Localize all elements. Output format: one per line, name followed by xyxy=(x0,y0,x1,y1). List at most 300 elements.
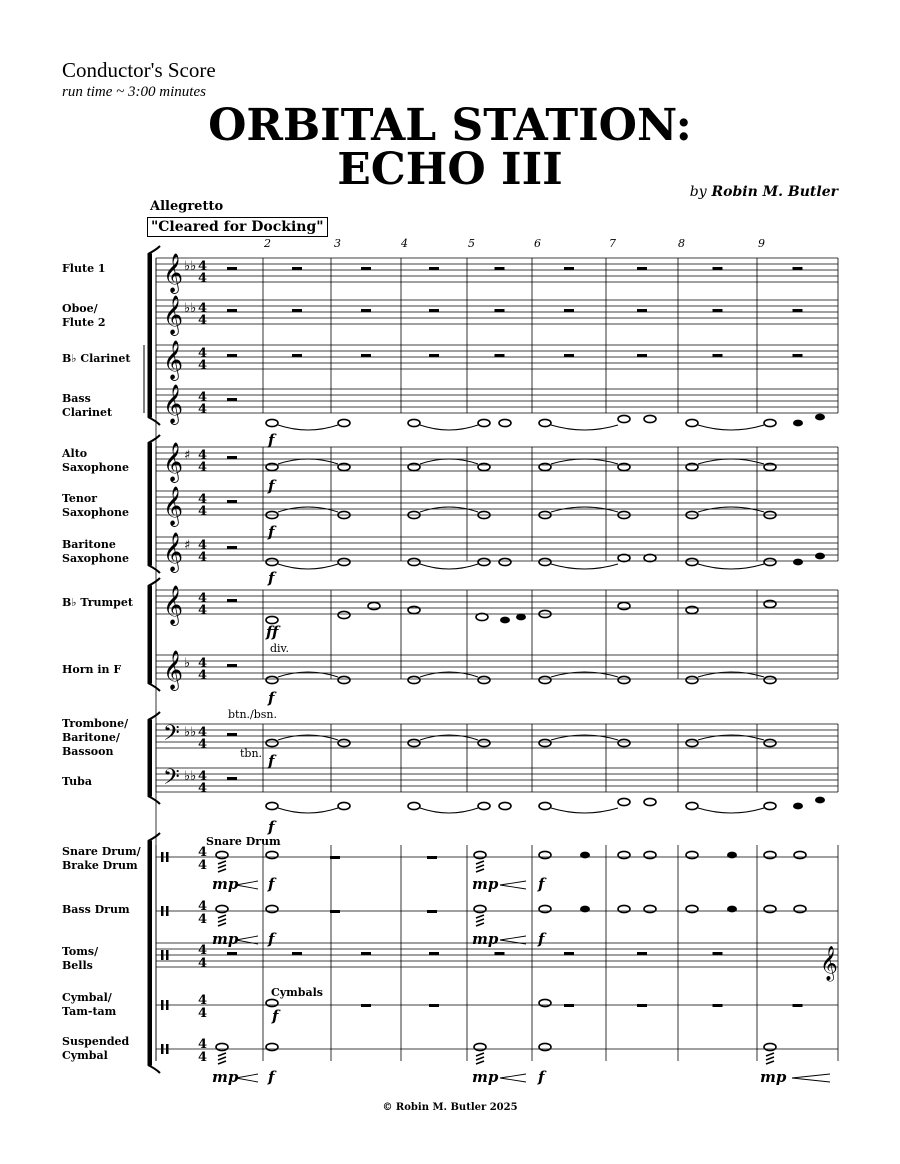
time-signature: 4 xyxy=(198,346,208,361)
bracket-hook xyxy=(148,417,160,425)
dynamic-mezzo-piano: mp xyxy=(472,1068,499,1086)
instrument-name-bb-trumpet: B♭ Trumpet xyxy=(62,596,133,609)
rest xyxy=(361,309,371,312)
whole-note xyxy=(618,676,630,683)
time-signature: 4 xyxy=(198,313,208,328)
rest xyxy=(713,1004,723,1007)
instrument-name-cymbal-tam-tam: Cymbal/ Tam-tam xyxy=(62,991,117,1018)
bracket-hook xyxy=(148,683,160,691)
rest xyxy=(227,309,237,312)
dynamic-mezzo-piano: mp xyxy=(212,1068,239,1086)
tremolo-mark xyxy=(766,1057,774,1060)
treble-clef: 𝄞 xyxy=(163,585,184,625)
notes xyxy=(216,267,825,1064)
half-note xyxy=(338,611,350,618)
time-signature: 4 xyxy=(198,301,208,316)
whole-note xyxy=(539,558,551,565)
rest xyxy=(713,267,723,270)
rest xyxy=(361,354,371,357)
whole-note xyxy=(686,558,698,565)
whole-note xyxy=(266,676,278,683)
composer-prefix: by xyxy=(689,184,707,200)
key-signature: ♯ xyxy=(184,538,191,553)
rest xyxy=(227,546,237,549)
whole-note xyxy=(764,676,776,683)
rest xyxy=(564,267,574,270)
quarter-note xyxy=(793,803,803,810)
tremolo-mark xyxy=(476,915,484,918)
whole-note xyxy=(618,739,630,746)
tremolo-mark xyxy=(476,861,484,864)
whole-note xyxy=(266,463,278,470)
rest xyxy=(637,267,647,270)
tremolo-mark xyxy=(218,1053,226,1056)
tie xyxy=(698,459,764,464)
tremolo-mark xyxy=(476,1061,484,1064)
tie xyxy=(698,507,764,512)
half-note xyxy=(644,905,656,912)
tie xyxy=(420,808,478,813)
half-note xyxy=(764,558,776,565)
copyright-footer: © Robin M. Butler 2025 xyxy=(382,1102,518,1113)
dynamic-forte: f xyxy=(538,875,545,893)
quarter-note xyxy=(815,797,825,804)
key-signature: ♭♭ xyxy=(184,725,197,740)
tremolo-mark xyxy=(476,1057,484,1060)
tie xyxy=(551,564,618,569)
half-note xyxy=(618,851,630,858)
quarter-note xyxy=(815,553,825,560)
measure-number: 3 xyxy=(334,237,341,250)
rest xyxy=(495,309,505,312)
treble-clef: 𝄞 xyxy=(820,946,838,981)
rest xyxy=(330,910,340,913)
tremolo-mark xyxy=(218,869,226,872)
half-note xyxy=(686,851,698,858)
dynamic-forte: f xyxy=(272,1007,279,1025)
dynamic-forte: f xyxy=(268,477,275,495)
bracket-hook xyxy=(148,578,160,586)
tie xyxy=(278,459,338,464)
bracket xyxy=(148,720,152,796)
half-note xyxy=(794,905,806,912)
quarter-note xyxy=(500,617,510,624)
tremolo-mark xyxy=(218,1057,226,1060)
percussion-clef xyxy=(166,852,169,862)
dynamic-fortissimo: ff xyxy=(266,623,279,641)
dynamic-mezzo-piano: mp xyxy=(472,875,499,893)
whole-note xyxy=(408,558,420,565)
half-note xyxy=(764,851,776,858)
whole-note xyxy=(338,739,350,746)
half-note xyxy=(618,905,630,912)
time-signature: 4 xyxy=(198,271,208,286)
rest xyxy=(637,309,647,312)
quarter-note xyxy=(815,414,825,421)
whole-note xyxy=(686,463,698,470)
tie xyxy=(278,564,338,569)
dynamic-mezzo-piano: mp xyxy=(212,930,239,948)
bracket xyxy=(148,254,152,417)
time-signature: 4 xyxy=(198,448,208,463)
tremolo-mark xyxy=(476,865,484,868)
treble-clef: 𝄞 xyxy=(163,532,184,572)
measure-number: 2 xyxy=(264,237,271,250)
crescendo-hairpin xyxy=(500,1074,526,1082)
time-signature: 4 xyxy=(198,737,208,752)
dynamic-mezzo-piano: mp xyxy=(472,930,499,948)
tie xyxy=(278,507,338,512)
tie xyxy=(420,425,478,430)
time-signature: 4 xyxy=(198,358,208,373)
score-type-label: Conductor's Score xyxy=(62,58,216,82)
rest xyxy=(429,354,439,357)
tie xyxy=(698,425,764,430)
bracket-hook xyxy=(148,712,160,720)
treble-clef: 𝄞 xyxy=(163,340,184,380)
whole-note xyxy=(338,463,350,470)
key-signature: ♯ xyxy=(184,448,191,463)
whole-note xyxy=(618,602,630,609)
bracket-hook xyxy=(148,1065,160,1073)
tremolo-mark xyxy=(766,1061,774,1064)
whole-note xyxy=(618,463,630,470)
rest xyxy=(564,309,574,312)
time-signature: 4 xyxy=(198,550,208,565)
half-note xyxy=(686,905,698,912)
whole-note xyxy=(338,802,350,809)
whole-note xyxy=(216,905,228,912)
whole-note xyxy=(539,739,551,746)
crescendo-hairpin xyxy=(236,881,258,889)
rest xyxy=(427,856,437,859)
dynamic-forte: f xyxy=(268,431,275,449)
crescendo-hairpin xyxy=(792,1074,830,1082)
rest xyxy=(227,777,237,780)
measure-number: 6 xyxy=(534,237,541,250)
rest xyxy=(495,354,505,357)
percussion-clef xyxy=(161,906,164,916)
percussion-clef xyxy=(161,852,164,862)
instrument-name-flute-1: Flute 1 xyxy=(62,262,106,275)
percussion-clef xyxy=(166,950,169,960)
tie xyxy=(698,564,764,569)
dynamic-forte: f xyxy=(268,875,275,893)
instrument-name-bass-drum: Bass Drum xyxy=(62,903,130,916)
whole-note xyxy=(338,558,350,565)
treble-clef: 𝄞 xyxy=(163,442,184,482)
half-note xyxy=(644,851,656,858)
run-time: run time ~ 3:00 minutes xyxy=(62,84,206,100)
rest xyxy=(637,354,647,357)
tremolo-mark xyxy=(218,923,226,926)
bracket-hook xyxy=(148,833,160,841)
bass-clef: 𝄢 xyxy=(163,721,180,751)
rest xyxy=(227,733,237,736)
tremolo-mark xyxy=(218,915,226,918)
tie xyxy=(420,459,478,464)
whole-note xyxy=(686,739,698,746)
measure-number: 8 xyxy=(678,237,685,250)
dynamic-forte: f xyxy=(268,752,275,770)
whole-note xyxy=(539,802,551,809)
tremolo-mark xyxy=(476,1053,484,1056)
time-signature: 4 xyxy=(198,603,208,618)
instrument-name-baritone-saxophone: Baritone Saxophone xyxy=(62,538,129,565)
dynamic-forte: f xyxy=(268,689,275,707)
half-note xyxy=(618,554,630,561)
time-signature: 4 xyxy=(198,504,208,519)
bracket xyxy=(148,443,152,565)
rest xyxy=(429,952,439,955)
bracket-hook xyxy=(148,796,160,804)
title-line-2: ECHO III xyxy=(337,144,563,195)
rest xyxy=(227,354,237,357)
dynamic-mezzo-piano: mp xyxy=(760,1068,787,1086)
half-note xyxy=(478,802,490,809)
half-note xyxy=(764,802,776,809)
whole-note xyxy=(539,419,551,426)
tie xyxy=(420,507,478,512)
measure-number: 9 xyxy=(758,237,765,250)
tremolo-mark xyxy=(218,865,226,868)
half-note xyxy=(499,802,511,809)
whole-note xyxy=(338,419,350,426)
whole-note xyxy=(539,999,551,1006)
instrument-name-snare-drum: Snare Drum/ Brake Drum xyxy=(62,845,141,872)
rest xyxy=(564,354,574,357)
measure-number: 4 xyxy=(401,237,408,250)
whole-note xyxy=(686,606,698,613)
time-signature: 4 xyxy=(198,1006,208,1021)
time-signature: 4 xyxy=(198,492,208,507)
rest xyxy=(292,267,302,270)
whole-note xyxy=(764,1043,776,1050)
rest xyxy=(427,910,437,913)
rest xyxy=(564,1004,574,1007)
whole-note xyxy=(216,1043,228,1050)
half-note xyxy=(368,602,380,609)
whole-note xyxy=(686,419,698,426)
whole-note xyxy=(539,463,551,470)
percussion-clef xyxy=(166,1044,169,1054)
time-signature: 4 xyxy=(198,725,208,740)
whole-note xyxy=(539,676,551,683)
percussion-clef xyxy=(161,1000,164,1010)
snare-drum-label: Snare Drum xyxy=(206,835,281,848)
percussion-clef xyxy=(161,1044,164,1054)
time-signature: 4 xyxy=(198,943,208,958)
dynamic-forte: f xyxy=(268,930,275,948)
time-signature: 4 xyxy=(198,656,208,671)
instrument-name-bass-clarinet: Bass Clarinet xyxy=(62,392,113,419)
whole-note xyxy=(266,802,278,809)
dynamic-forte: f xyxy=(268,523,275,541)
rest xyxy=(713,309,723,312)
time-signature: 4 xyxy=(198,993,208,1008)
instrument-name-suspended-cymbal: Suspended Cymbal xyxy=(62,1035,130,1062)
instrument-name-oboe-flute-2: Oboe/ Flute 2 xyxy=(62,302,106,329)
half-note xyxy=(539,905,551,912)
time-signature: 4 xyxy=(198,1050,208,1065)
whole-note xyxy=(216,851,228,858)
dynamic-mezzo-piano: mp xyxy=(212,875,239,893)
whole-note xyxy=(686,802,698,809)
time-signature: 4 xyxy=(198,912,208,927)
percussion-clef xyxy=(161,950,164,960)
time-signature: 4 xyxy=(198,668,208,683)
rest xyxy=(292,309,302,312)
time-signature: 4 xyxy=(198,259,208,274)
key-signature: ♭♭ xyxy=(184,259,197,274)
tie xyxy=(278,808,338,813)
dynamic-forte: f xyxy=(538,1068,545,1086)
whole-note xyxy=(478,676,490,683)
time-signature: 4 xyxy=(198,402,208,417)
time-signature: 4 xyxy=(198,460,208,475)
rest xyxy=(227,398,237,401)
rest xyxy=(292,952,302,955)
rest xyxy=(227,952,237,955)
tie xyxy=(551,507,618,512)
percussion-clef xyxy=(166,1000,169,1010)
whole-note xyxy=(408,606,420,613)
whole-note xyxy=(764,739,776,746)
time-signature: 4 xyxy=(198,845,208,860)
time-signature: 4 xyxy=(198,769,208,784)
whole-note xyxy=(478,739,490,746)
whole-note xyxy=(764,600,776,607)
treble-clef: 𝄞 xyxy=(163,384,184,424)
whole-note xyxy=(266,1043,278,1050)
rest xyxy=(429,267,439,270)
half-note xyxy=(499,558,511,565)
whole-note xyxy=(266,851,278,858)
composer-name: Robin M. Butler xyxy=(711,184,838,200)
tremolo-mark xyxy=(218,919,226,922)
whole-note xyxy=(266,739,278,746)
rest xyxy=(637,952,647,955)
whole-note xyxy=(408,419,420,426)
rest xyxy=(227,456,237,459)
tremolo-mark xyxy=(766,1053,774,1056)
rest xyxy=(495,267,505,270)
quarter-note xyxy=(727,906,737,913)
rest xyxy=(564,952,574,955)
rest xyxy=(793,267,803,270)
half-note xyxy=(644,415,656,422)
whole-note xyxy=(539,1043,551,1050)
tempo-marking: Allegretto xyxy=(150,199,224,214)
time-signature: 4 xyxy=(198,1037,208,1052)
tremolo-mark xyxy=(476,923,484,926)
whole-note xyxy=(474,905,486,912)
crescendo-hairpin xyxy=(236,1074,258,1082)
whole-note xyxy=(266,999,278,1006)
quarter-note xyxy=(793,559,803,566)
treble-clef: 𝄞 xyxy=(163,295,184,335)
half-note xyxy=(499,419,511,426)
rest xyxy=(361,952,371,955)
whole-note xyxy=(408,739,420,746)
whole-note xyxy=(686,676,698,683)
whole-note xyxy=(266,419,278,426)
quarter-note xyxy=(793,420,803,427)
measure-number: 7 xyxy=(609,237,616,250)
tremolo-mark xyxy=(218,861,226,864)
tie xyxy=(551,425,618,430)
bass-clef: 𝄢 xyxy=(163,765,180,795)
half-note xyxy=(764,419,776,426)
rest xyxy=(495,952,505,955)
half-note xyxy=(539,851,551,858)
time-signature: 4 xyxy=(198,591,208,606)
rest xyxy=(361,1004,371,1007)
percussion-clef xyxy=(166,906,169,916)
div-marking: div. xyxy=(270,642,289,655)
instrument-name-alto-saxophone: Alto Saxophone xyxy=(62,447,129,474)
half-note xyxy=(644,554,656,561)
whole-note xyxy=(266,905,278,912)
whole-note xyxy=(338,676,350,683)
bracket xyxy=(148,841,152,1065)
half-note xyxy=(476,613,488,620)
time-signature: 4 xyxy=(198,899,208,914)
key-signature: ♭♭ xyxy=(184,769,197,784)
dynamic-forte: f xyxy=(268,1068,275,1086)
instrument-name-trombone-baritone-bassoon: Trombone/ Baritone/ Bassoon xyxy=(62,717,129,758)
rest xyxy=(227,267,237,270)
instrument-name-tenor-saxophone: Tenor Saxophone xyxy=(62,492,129,519)
treble-clef: 𝄞 xyxy=(163,650,184,690)
rehearsal-mark: "Cleared for Docking" xyxy=(147,217,328,237)
crescendo-hairpin xyxy=(500,881,526,889)
instrument-name-toms-bells: Toms/ Bells xyxy=(62,945,99,972)
treble-clef: 𝄞 xyxy=(163,253,184,293)
rest xyxy=(713,354,723,357)
rest xyxy=(330,856,340,859)
rest xyxy=(713,952,723,955)
tie xyxy=(420,564,478,569)
whole-note xyxy=(764,463,776,470)
whole-note xyxy=(474,851,486,858)
dynamic-forte: f xyxy=(268,818,275,836)
quarter-note xyxy=(727,852,737,859)
half-note xyxy=(618,798,630,805)
bracket-hook xyxy=(148,246,160,254)
rest xyxy=(637,1004,647,1007)
rest xyxy=(429,309,439,312)
rest xyxy=(793,1004,803,1007)
quarter-note xyxy=(580,852,590,859)
whole-note xyxy=(408,802,420,809)
time-signature: 4 xyxy=(198,538,208,553)
rest xyxy=(227,664,237,667)
key-signature: ♭♭ xyxy=(184,301,197,316)
half-note xyxy=(478,558,490,565)
rest xyxy=(227,500,237,503)
dynamic-forte: f xyxy=(268,569,275,587)
cymbals-label: Cymbals xyxy=(271,986,323,999)
half-note xyxy=(764,905,776,912)
rest xyxy=(793,309,803,312)
key-signature: ♭ xyxy=(184,656,191,671)
instrument-name-horn-in-f: Horn in F xyxy=(62,663,122,676)
tremolo-mark xyxy=(476,869,484,872)
half-note xyxy=(618,415,630,422)
half-note xyxy=(794,851,806,858)
tremolo-mark xyxy=(476,919,484,922)
